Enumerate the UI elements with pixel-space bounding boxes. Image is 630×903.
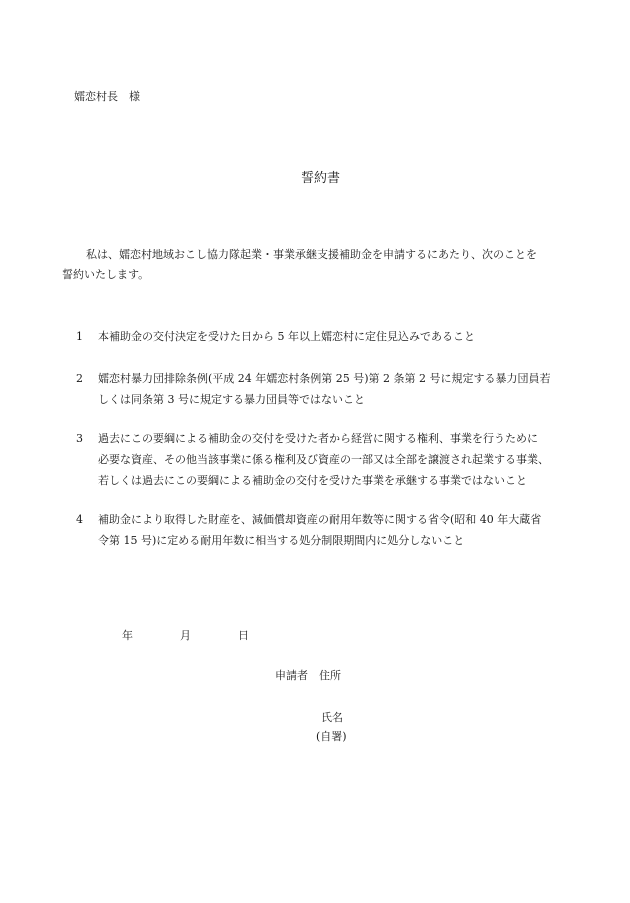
pledge-item-text <box>98 368 576 410</box>
pledge-item-number: 3 <box>76 432 83 445</box>
applicant-address-label: 申請者 住所 <box>275 669 341 682</box>
intro-line-1: 私は、嬬恋村地域おこし協力隊起業・事業承継支援補助金を申請するにあたり、次のことを <box>86 248 537 261</box>
intro-line-2: 誓約いたします。 <box>62 268 150 281</box>
pledge-item-number: 2 <box>76 372 83 385</box>
pledge-item-line: 必要な資産、その他当該事業に係る権利及び資産の一部又は全部を譲渡され起業する事業、 <box>98 453 549 466</box>
pledge-item-text <box>98 509 576 551</box>
pledge-item-line: しくは同条第 3 号に規定する暴力団員等ではないこと <box>98 393 365 406</box>
intro-paragraph <box>62 245 582 285</box>
pledge-item-number: 1 <box>76 330 83 343</box>
pledge-item-line: 若しくは過去にこの要綱による補助金の交付を受けた事業を承継する事業ではないこと <box>98 474 527 487</box>
pledge-item-line: 過去にこの要綱による補助金の交付を受けた者から経営に関する権利、事業を行うために <box>98 432 538 445</box>
date-year-label: 年 <box>122 629 133 642</box>
applicant-name-label: 氏名 <box>321 711 343 724</box>
date-day-label: 日 <box>238 629 249 642</box>
document-title: 誓約書 <box>301 171 341 186</box>
signature-note: (自署) <box>316 730 347 743</box>
pledge-item-text <box>98 326 576 347</box>
pledge-item-line: 補助金により取得した財産を、減価償却資産の耐用年数等に関する省令(昭和 40 年大蔵省 <box>98 513 542 526</box>
date-month-label: 月 <box>180 629 191 642</box>
pledge-item-number: 4 <box>76 513 83 526</box>
pledge-item-line: 嬬恋村暴力団排除条例(平成 24 年嬬恋村条例第 25 号)第 2 条第 2 号に規定する暴力団員若 <box>98 372 551 385</box>
pledge-item-line: 令第 15 号)に定める耐用年数に相当する処分制限期間内に処分しないこと <box>98 534 465 547</box>
addressee: 嬬恋村長 様 <box>74 90 140 103</box>
pledge-item-line: 本補助金の交付決定を受けた日から 5 年以上嬬恋村に定住見込みであること <box>98 330 475 343</box>
pledge-item-text <box>98 428 576 491</box>
